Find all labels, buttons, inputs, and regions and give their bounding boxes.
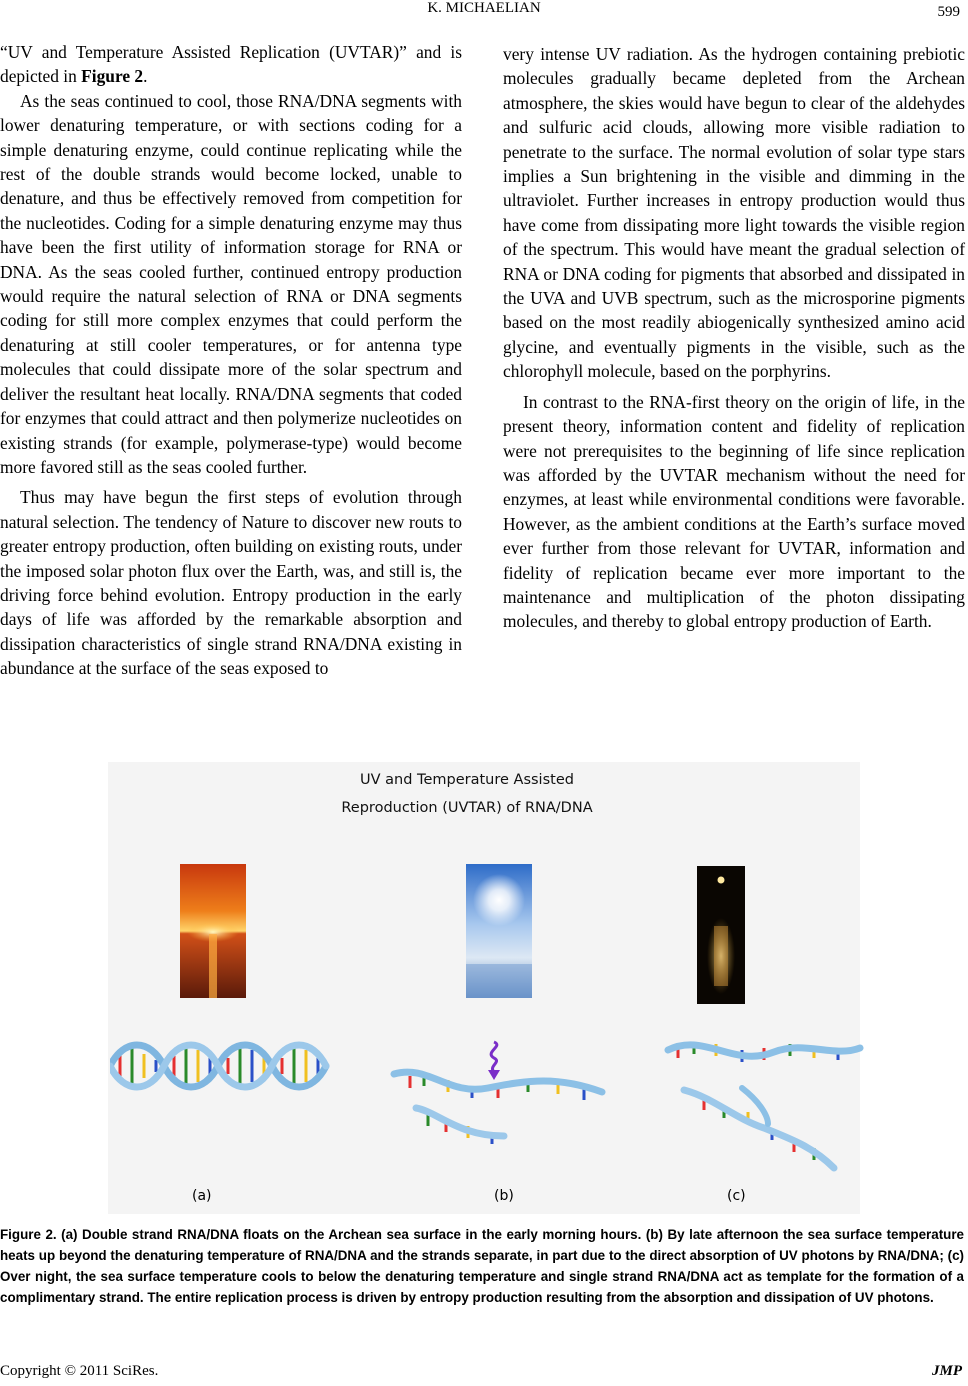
left-paragraph-1: [0, 40, 462, 89]
paragraph-end: .: [143, 66, 148, 87]
night-moon-image: [697, 866, 745, 1004]
left-paragraph-2: As the seas continued to cool, those RNA/DNA segments with lower denaturing temperature, or with sections coding for a simple denaturing enzyme, could continue replicating while the rest of the double strands would become locked, unable to denature, and thus be effectively removed from competition for the nucleotides. Coding for a simple denaturing enzyme may thus have been the first utility of information storage for RNA or DNA. As the seas cooled further, continued entropy production would require the natural selection of RNA or DNA segments coding for still more complex enzymes that could perform the denaturing at still cooler temperatures, or for antenna type molecules that could dissipate more of the solar spectrum and deliver the resultant heat locally. RNA/DNA segments that coded for enzymes that could attract and then polymerize nucleotides on existing strands (for example, polymerase-type) would become more favored still as the seas cooled further.: [0, 90, 462, 477]
replicating-strands-illustration: [664, 1028, 864, 1178]
right-paragraph-1: very intense UV radiation. As the hydrogen containing prebiotic molecules gradually became depleted from the Archean atmosphere, the skies would have begun to clear of the aldehydes and sulfuric acid clouds, allowing more visible radiation to penetrate to the surface. The normal evolution of solar type stars implies a Sun brightening in the visible and dimming in the ultraviolet. Further increases in entropy production would thus have come from dissipating more light towards the visible region of the spectrum. This would have meant the gradual selection of RNA or DNA coding for pigments that absorbed and dissipated in the UVA and UVB spectrum, such as the microsporine pigments based on the most readily abiogenically synthesized amino acid glycine, and eventually pigments in the visible, such as the chlorophyll molecule, based on the porphyrins.: [503, 44, 965, 382]
panel-label-b: (b): [494, 1188, 514, 1204]
panel-label-a: (a): [192, 1188, 212, 1204]
left-column: [0, 40, 462, 681]
running-header-author: K. MICHAELIAN: [427, 0, 541, 16]
page-number: 599: [937, 4, 960, 20]
midday-sun-image: [466, 864, 532, 998]
separated-strands-illustration: [388, 1036, 608, 1148]
sunrise-image: [180, 864, 246, 998]
left-paragraph-3: Thus may have begun the first steps of evolution through natural selection. The tendency of Nature to discover new routs to greater entropy production, often building on existing routs, under the imposed solar photon flux over the Earth, was, and still is, the driving force behind evolution. Entropy production in the early days of life was afforded by the remarkable absorption and dissipation characteristics of single strand RNA/DNA existing in abundance at the surface of the seas exposed to: [0, 487, 462, 679]
figure-title-line-2: Reproduction (UVTAR) of RNA/DNA: [341, 800, 593, 816]
figure-caption: Figure 2. (a) Double strand RNA/DNA floats on the Archean sea surface in the early morning hours. (b) By late afternoon the sea surface temperature heats up beyond the denaturing temperature of RNA/DNA and the strands separate, in part due to the direct absorption of UV photons by RNA/DNA; (c) Over night, the sea surface temperature cools to below the denaturing temperature and single strand RNA/DNA act as template for the formation of a complimentary strand. The entire replication process is driven by entropy production resulting from the absorption and dissipation of UV photons.: [0, 1227, 964, 1305]
journal-abbreviation: JMP: [932, 1363, 962, 1379]
paragraph-text: “UV and Temperature Assisted Replication (UVTAR)” and is depicted in: [0, 42, 462, 87]
panel-label-c: (c): [727, 1188, 746, 1204]
right-paragraph-2: In contrast to the RNA-first theory on the origin of life, in the present theory, information content and fidelity of replication were not prerequisites to the beginning of life since replication was afforded by the UVTAR mechanism without the need for enzymes, at least while environmental conditions were favorable. However, as the ambient conditions at the Earth’s surface moved ever further from those relevant for UVTAR, information and fidelity of replication became ever more important to the maintenance and multiplication of the photon dissipating molecules, and thereby to global entropy production of Earth.: [503, 391, 965, 632]
copyright-footer: Copyright © 2011 SciRes.: [0, 1363, 159, 1379]
figure-title-line-1: UV and Temperature Assisted: [360, 772, 574, 788]
figure-reference: Figure 2: [81, 66, 144, 87]
right-column: [503, 42, 965, 634]
double-strand-dna-illustration: [110, 1034, 330, 1098]
